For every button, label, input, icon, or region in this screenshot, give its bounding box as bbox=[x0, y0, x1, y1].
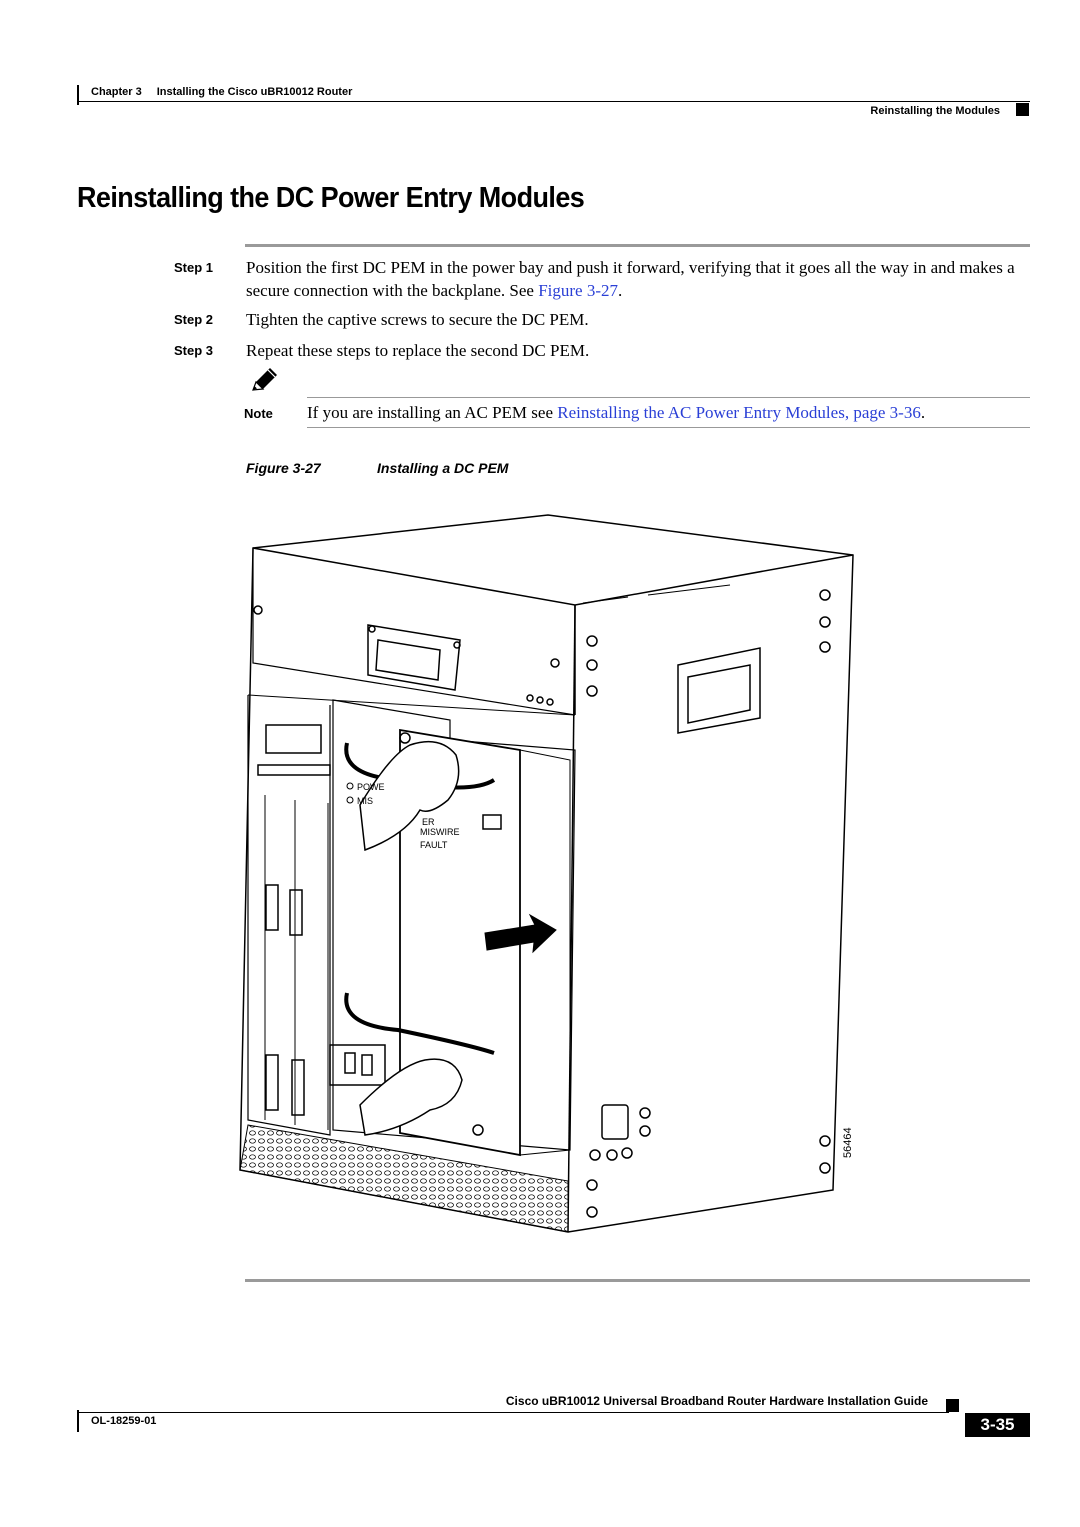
label-miswire: MISWIRE bbox=[420, 827, 460, 837]
label-power-partial-2: ER bbox=[422, 817, 435, 827]
header-left-bar bbox=[77, 85, 79, 105]
label-fault: FAULT bbox=[420, 840, 448, 850]
note-label: Note bbox=[244, 406, 273, 421]
note-text: If you are installing an AC PEM see Reinstalling the AC Power Entry Modules, page 3-36. bbox=[307, 403, 926, 422]
chapter-header bbox=[91, 86, 367, 98]
figure-id-number: 56464 bbox=[842, 1127, 854, 1158]
label-miswire-partial: MIS bbox=[357, 796, 374, 806]
bottom-rule bbox=[245, 1279, 1030, 1282]
step-1-text: Position the first DC PEM in the power bay and push it forward, verifying that it goes all the way in and makes a secure connection with the backplane. See Figure 3-27. bbox=[246, 258, 1015, 300]
header-rule bbox=[77, 101, 1030, 102]
step-3-text: Repeat these steps to replace the second DC PEM. bbox=[246, 341, 590, 360]
step-1-label: Step 1 bbox=[174, 260, 214, 275]
label-power-partial: POWE bbox=[357, 782, 385, 792]
ac-pem-link[interactable]: Reinstalling the AC Power Entry Modules, page 3-36 bbox=[557, 403, 921, 422]
header-square-marker bbox=[1016, 103, 1029, 116]
pencil-icon bbox=[250, 366, 280, 394]
doc-number: OL-18259-01 bbox=[91, 1415, 157, 1427]
note-bottom-line bbox=[307, 427, 1030, 428]
section-header: Reinstalling the Modules bbox=[870, 105, 1000, 117]
page-title: Reinstalling the DC Power Entry Modules bbox=[77, 182, 585, 214]
step-3-label: Step 3 bbox=[174, 343, 214, 358]
guide-title: Cisco uBR10012 Universal Broadband Router Hardware Installation Guide bbox=[505, 1394, 928, 1408]
dc-pem-installation-figure bbox=[230, 505, 870, 1240]
figure-caption: Installing a DC PEM bbox=[377, 460, 509, 476]
footer-left-bar bbox=[77, 1410, 79, 1432]
chapter-label: Chapter 3 bbox=[91, 86, 142, 98]
step-2-label: Step 2 bbox=[174, 312, 214, 327]
figure-number: Figure 3-27 bbox=[246, 460, 321, 476]
step-2-text: Tighten the captive screws to secure the DC PEM. bbox=[246, 310, 589, 329]
figure-link[interactable]: Figure 3-27 bbox=[538, 281, 618, 300]
chapter-title: Installing the Cisco uBR10012 Router bbox=[156, 86, 353, 98]
footer-square-marker bbox=[946, 1399, 959, 1412]
top-rule bbox=[245, 244, 1030, 247]
footer-rule bbox=[77, 1412, 949, 1413]
page-number: 3-35 bbox=[965, 1413, 1030, 1437]
note-top-line bbox=[307, 397, 1030, 398]
